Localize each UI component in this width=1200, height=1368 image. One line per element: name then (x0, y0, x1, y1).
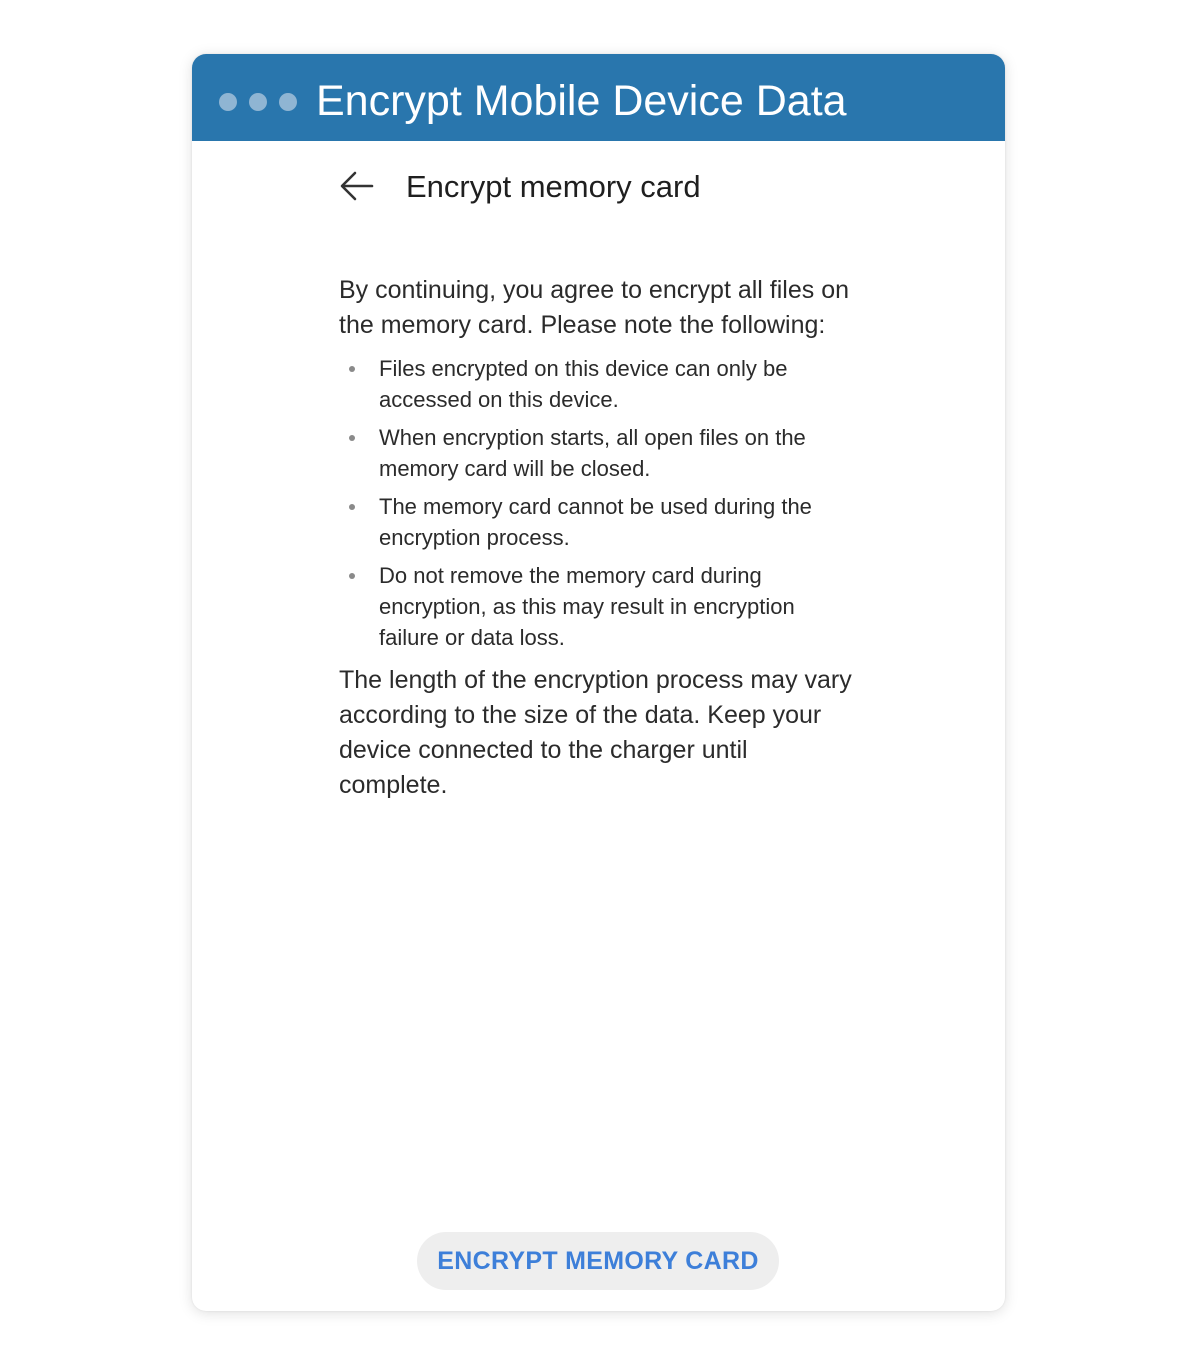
list-item-text: The memory card cannot be used during the encryption process. (379, 494, 812, 550)
bullet-dot (349, 504, 355, 510)
list-item (339, 422, 859, 484)
list-item-text: Do not remove the memory card during encryption, as this may result in encryption failure or data loss. (379, 563, 795, 650)
outro-text: The length of the encryption process may vary according to the size of the data. Keep your device connected to the charger until complete. (339, 666, 852, 799)
arrow-left-icon (335, 166, 379, 210)
window-control-dot-3[interactable] (279, 93, 297, 111)
title-bar (192, 54, 1005, 141)
bullet-dot (349, 366, 355, 372)
screen-title: Encrypt memory card (406, 169, 701, 204)
window-control-dot-2[interactable] (249, 93, 267, 111)
intro-text: By continuing, you agree to encrypt all files on the memory card. Please note the following: (339, 276, 850, 339)
list-item (339, 560, 859, 653)
notes-list (339, 353, 859, 653)
window-title: Encrypt Mobile Device Data (316, 77, 847, 125)
bullet-dot (349, 573, 355, 579)
content-body (339, 273, 859, 803)
list-item (339, 353, 859, 415)
window-control-dot-1[interactable] (219, 93, 237, 111)
back-button[interactable] (335, 166, 379, 210)
list-item-text: When encryption starts, all open files on the memory card will be closed. (379, 425, 806, 481)
list-item-text: Files encrypted on this device can only be accessed on this device. (379, 356, 788, 412)
list-item (339, 491, 859, 553)
app-window (192, 54, 1005, 1311)
bullet-dot (349, 435, 355, 441)
encrypt-memory-card-button[interactable]: ENCRYPT MEMORY CARD (417, 1232, 779, 1290)
